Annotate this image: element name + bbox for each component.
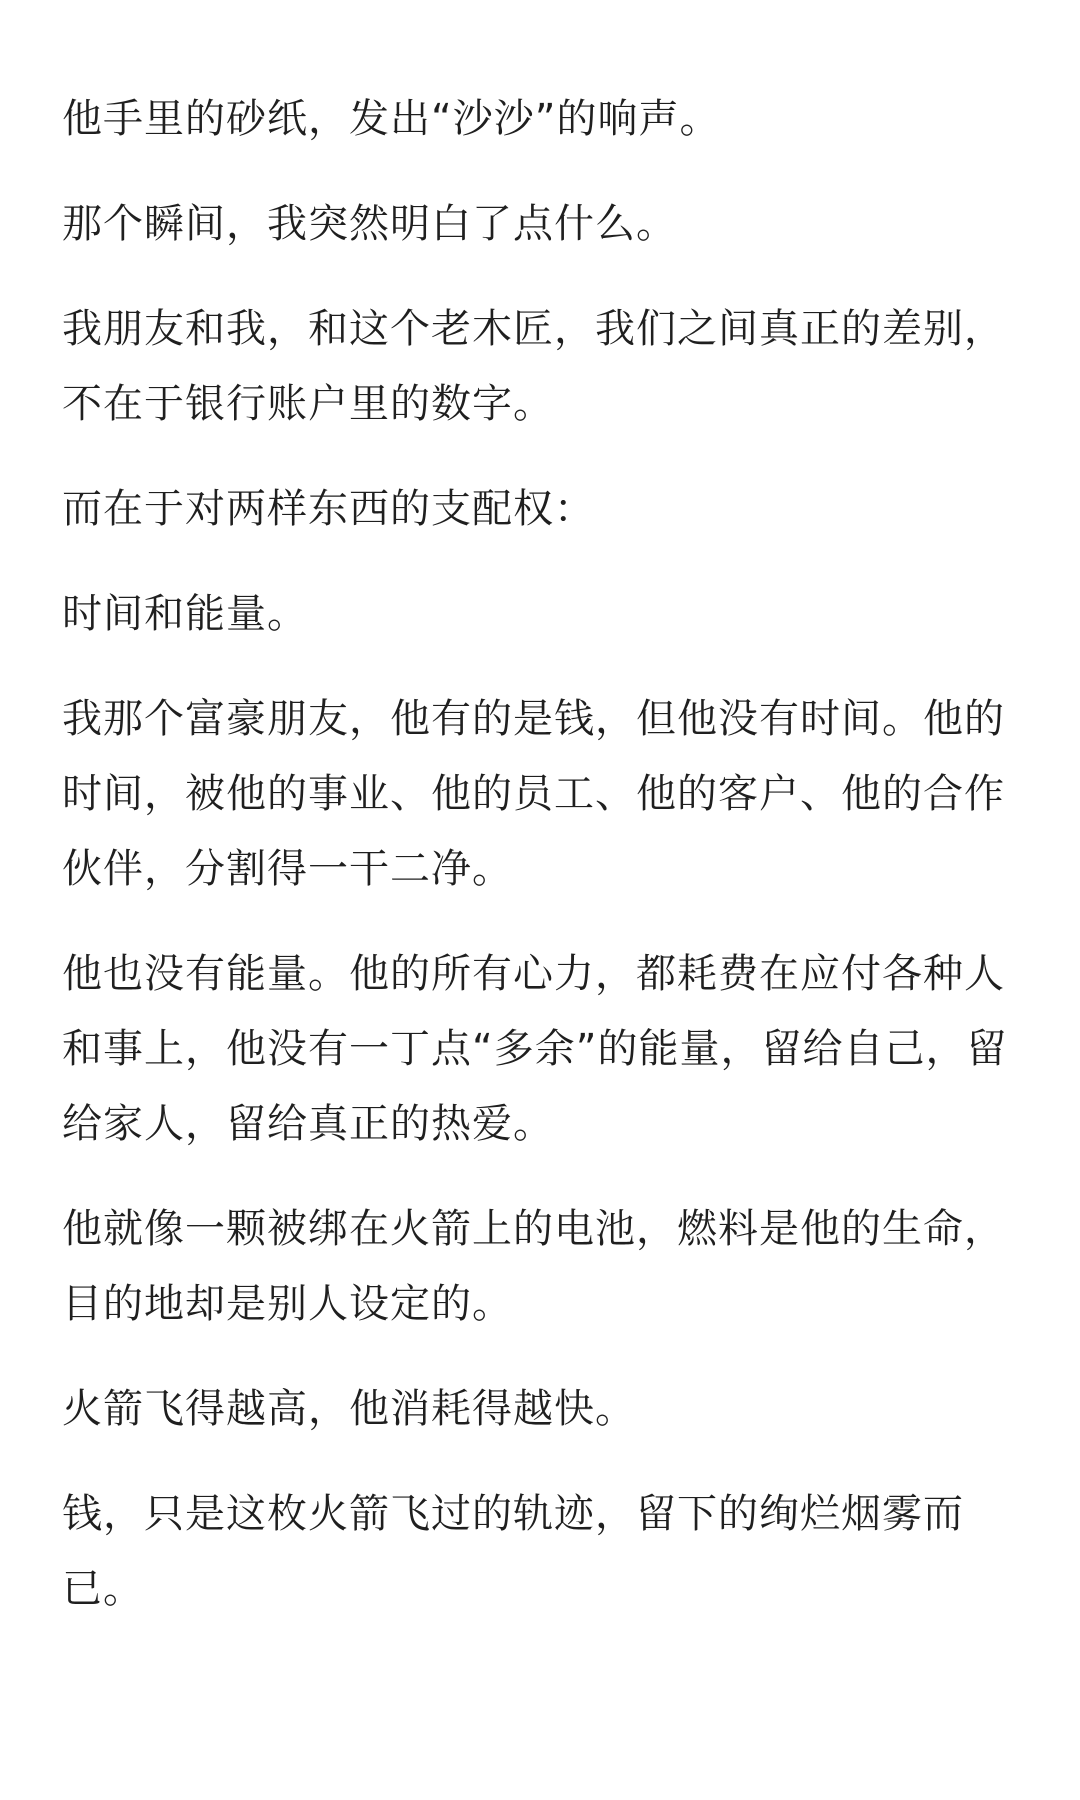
paragraph: 我朋友和我，和这个老木匠，我们之间真正的差别，不在于银行账户里的数字。 bbox=[62, 306, 1005, 427]
paragraph: 他手里的砂纸，发出“沙沙”的响声。 bbox=[62, 96, 721, 142]
paragraph: 火箭飞得越高，他消耗得越快。 bbox=[62, 1386, 636, 1432]
paragraph: 我那个富豪朋友，他有的是钱，但他没有时间。他的时间，被他的事业、他的员工、他的客户、他的合作伙伴，分割得一干二净。 bbox=[62, 696, 1005, 892]
paragraph: 钱，只是这枚火箭飞过的轨迹，留下的绚烂烟雾而已。 bbox=[62, 1491, 964, 1612]
paragraph: 他就像一颗被绑在火箭上的电池，燃料是他的生命，目的地却是别人设定的。 bbox=[62, 1206, 1005, 1327]
paragraph: 时间和能量。 bbox=[62, 591, 308, 637]
paragraph: 他也没有能量。他的所有心力，都耗费在应付各种人和事上，他没有一丁点“多余”的能量，留给自己，留给家人，留给真正的热爱。 bbox=[62, 951, 1008, 1147]
paragraph: 而在于对两样东西的支配权： bbox=[62, 486, 595, 532]
paragraph: 那个瞬间，我突然明白了点什么。 bbox=[62, 201, 677, 247]
